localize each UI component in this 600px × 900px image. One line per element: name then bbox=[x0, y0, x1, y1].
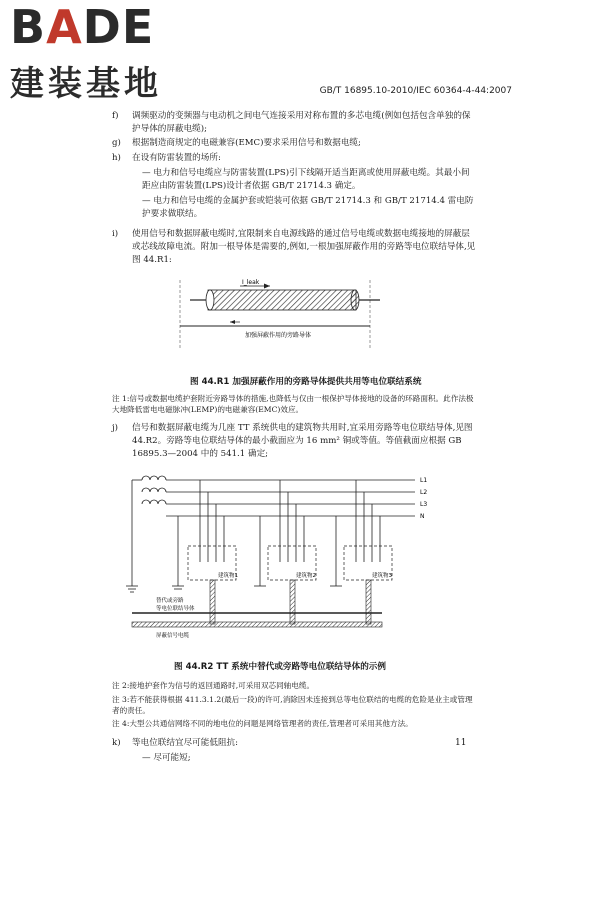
svg-text:建筑物1: 建筑物1 bbox=[218, 573, 238, 579]
figure-44-r1 bbox=[150, 278, 450, 360]
current-label: I_leak bbox=[242, 279, 260, 286]
item-g-label: g) bbox=[112, 138, 121, 148]
bade-logo bbox=[10, 0, 180, 104]
item-g-text: 根据制造商规定的电磁兼容(EMC)要求采用信号和数据电缆; bbox=[132, 138, 361, 148]
page-number: 11 bbox=[455, 738, 467, 748]
item-j-label: j) bbox=[112, 423, 119, 433]
item-i-label: i) bbox=[112, 229, 119, 239]
svg-text:建筑物3: 建筑物3 bbox=[372, 573, 392, 579]
note-1: 注 1:信号或数据电缆护套附近旁路导体的措施,也降低与仅由一根保护导体接地的设备的环路面积。此作法极大地降低雷电电磁脉冲(LEMP)的电磁兼容(EMC)效应。 bbox=[112, 394, 474, 414]
shielded-cable-label: 屏蔽信号电缆 bbox=[156, 633, 190, 639]
standard-number: GB/T 16895.10-2010/IEC 60364-4-44:2007 bbox=[319, 86, 512, 96]
item-f-label: f) bbox=[112, 111, 119, 121]
building-2 bbox=[254, 480, 316, 586]
note-2: 注 2:接地护套作为信号的返回通路时,可采用双芯同轴电缆。 bbox=[112, 681, 315, 690]
item-k-text: 等电位联结宜尽可能低阻抗: bbox=[132, 738, 239, 748]
transformer-coils bbox=[142, 476, 166, 504]
shielded-signal-cable bbox=[132, 622, 382, 627]
building-3 bbox=[330, 480, 393, 586]
item-k-label: k) bbox=[112, 738, 121, 748]
item-f-text: 调频驱动的变频器与电动机之间电气连接采用对称布置的多芯电缆(例如包括包含单独的保护导体的屏蔽电缆); bbox=[132, 111, 471, 134]
note-4: 注 4:大型公共通信网络不同的地电位的问题是网络管理者的责任,管理者可采用其他方法。 bbox=[112, 719, 413, 728]
item-i-text: 使用信号和数据屏蔽电缆时,宜限制来自电源线路的通过信号电缆或数据电缆接地的屏蔽层或芯线故障电流。附加一根导体是需要的,例如,一根加强屏蔽作用的旁路等电位联结导体,见图 44.R1: bbox=[132, 229, 476, 265]
building-1 bbox=[172, 480, 238, 589]
shielded-cable bbox=[208, 290, 356, 310]
note-3: 注 3:若不能获得根据 411.3.1.2(最后一段)的许可,消除因未连接到总等电位联结的电缆的危险是业主或管理者的责任。 bbox=[112, 695, 473, 715]
item-h-dash1: — 电力和信号电缆应与防雷装置(LPS)引下线隔开适当距离或使用屏蔽电缆。其最小间距应由防雷装置(LPS)设计者依据 GB/T 21714.3 确定。 bbox=[142, 168, 470, 191]
item-j-text: 信号和数据屏蔽电缆为几座 TT 系统供电的建筑物共用时,宜采用旁路等电位联结导体,见图 44.R2。旁路等电位联结导体的最小截面应为 16 mm² 铜或等值。等值截面应根据 GB 16895.3—2004 中的 541.1 确定; bbox=[132, 423, 473, 459]
bypass-conductor-label: 加强屏蔽作用的旁路导体 bbox=[245, 332, 312, 339]
line-label-l2: L2 bbox=[420, 489, 428, 496]
bypass-label-2: 等电位联结导体 bbox=[156, 606, 195, 612]
logo-wordmark: BADE bbox=[10, 0, 155, 54]
figure-44-r2-caption: 图 44.R2 TT 系统中替代或旁路等电位联结导体的示例 bbox=[174, 662, 386, 672]
line-label-l1: L1 bbox=[420, 477, 428, 484]
item-h-dash2: — 电力和信号电缆的金属护套或铠装可依据 GB/T 21714.3 和 GB/T 21714.4 雷电防护要求做联结。 bbox=[142, 196, 474, 219]
svg-text:建筑物2: 建筑物2 bbox=[296, 573, 316, 579]
figure-44-r1-caption: 图 44.R1 加强屏蔽作用的旁路导体提供共用等电位联结系统 bbox=[190, 377, 422, 387]
bypass-label-1: 替代或旁路 bbox=[156, 598, 184, 604]
item-h-text: 在设有防雷装置的场所: bbox=[132, 153, 221, 163]
line-label-l3: L3 bbox=[420, 501, 428, 508]
item-h-label: h) bbox=[112, 153, 121, 163]
figure-44-r2 bbox=[120, 470, 450, 640]
logo-chinese: 建装基地 bbox=[10, 64, 162, 104]
line-label-n: N bbox=[420, 513, 425, 520]
item-k-dash1: — 尽可能短; bbox=[142, 753, 191, 763]
